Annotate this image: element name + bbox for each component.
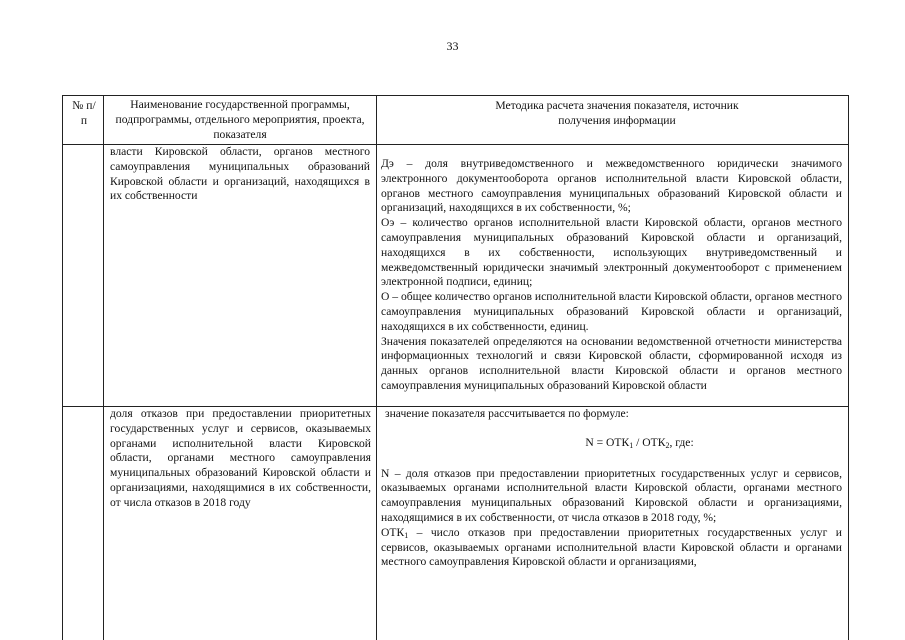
data-source-note: Значения показателей определяются на основании ведомственной отчетности министерства информационных технологий и связи Кировской области, сформированной исходя из данных органов исполнительной власти Кировской области и органов местного самоуправления муниципальных образований Кировской области (381, 334, 842, 392)
column-divider-2 (376, 95, 377, 640)
definition-n: N – доля отказов при предоставлении приоритетных государственных услуг и сервисов, оказываемых органами исполнительной власти Кировской области, органами местного самоуправления муниципальных образований Кировской области и организациями, находящимися в их собственности, от числа отказов в 2018 году, %; (381, 466, 842, 524)
page-number: 33 (446, 39, 459, 53)
table-border-right (848, 95, 849, 640)
column-divider-1 (103, 95, 104, 640)
formula-intro: значение показателя рассчитывается по формуле: (385, 407, 629, 420)
methodology-table (62, 95, 849, 640)
definition-otk1: $ОТК_1$ – число отказов при предоставлении приоритетных государственных услуг и сервисов, оказываемых органами исполнительной власти Кировской области и органами местного самоуправления Кировской области и организациями, (381, 525, 842, 569)
definition-oe: Оэ – количество органов исполнительной власти Кировской области, органов местного самоуправления муниципальных образований Кировской области и организаций, находящихся в их собственности, использующих внутриведомственный и межведомственный юридически значимый электронный документооборот с применением электронной подписи, единиц; (381, 216, 842, 289)
table-border-left (62, 95, 63, 640)
header-name: Наименование государственной программы, подпрограммы, отдельного мероприятия, проекта, показателя (115, 98, 365, 141)
row2-indicator-name: доля отказов при предоставлении приоритетных государственных услуг и сервисов, оказываемых органами исполнительной власти Кировской области, органами местного самоуправления муниципальных образований Кировской области и организациями, находящимися в их собственности, от числа отказов в 2018 году (110, 407, 371, 509)
row2-methodology (381, 407, 842, 570)
table-border-top (62, 95, 849, 96)
definition-o: О – общее количество органов исполнительной власти Кировской области, органов местного самоуправления муниципальных образований Кировской области и организаций, находящихся в их собственности, единиц. (381, 290, 842, 333)
header-number: № п/п (72, 99, 96, 127)
definition-de: Дэ – доля внутриведомственного и межведомственного юридически значимого электронного документооборота органов исполнительной власти Кировской области, органов местного самоуправления муниципальных образований Кировской области и организаций, находящихся в их собственности, %; (381, 157, 842, 215)
row1-methodology (381, 157, 842, 394)
formula: $N = ОТК_1 / ОТК_2$, где: (585, 435, 694, 450)
header-methodology: Методика расчета значения показателя, источник получения информации (495, 99, 739, 127)
row1-indicator-name: власти Кировской области, органов местного самоуправления муниципальных образований Кировской области и организаций, находящихся в их собственности (110, 145, 370, 203)
